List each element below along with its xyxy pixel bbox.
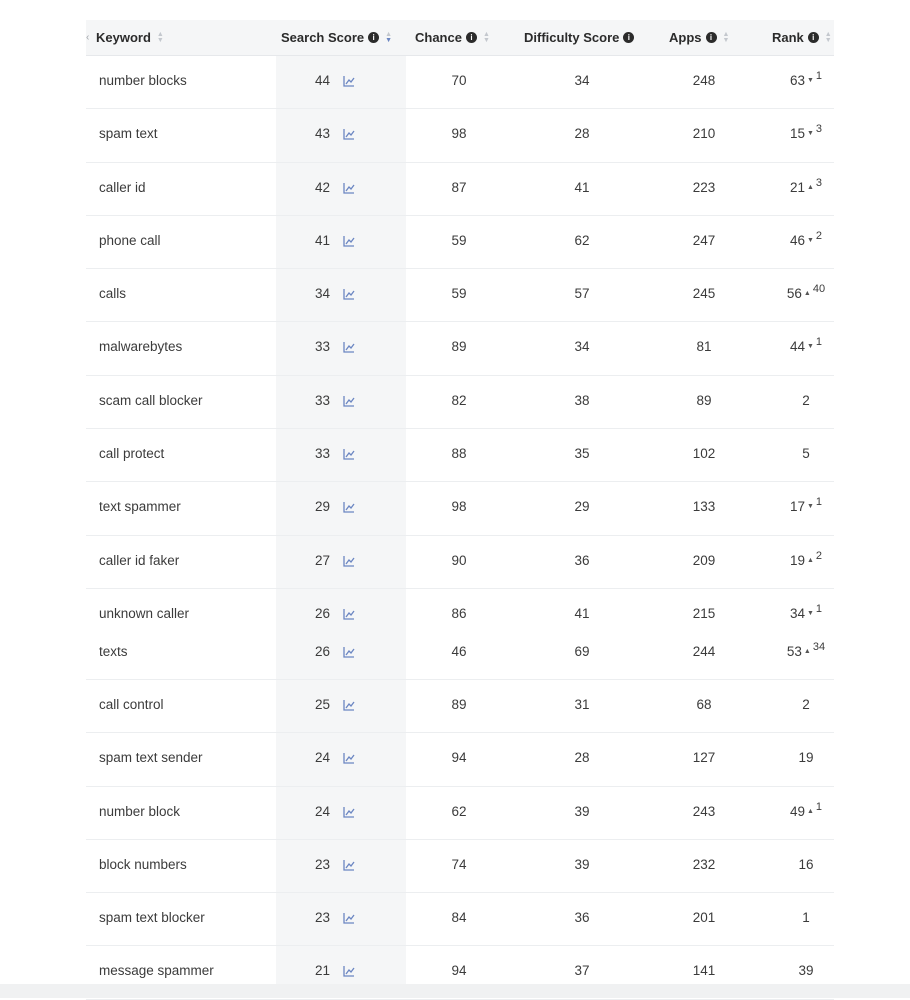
search-score-cell: 24: [314, 750, 330, 766]
line-chart-icon[interactable]: [343, 74, 355, 86]
apps-cell: 209: [692, 552, 716, 568]
keyword-cell[interactable]: texts: [99, 643, 128, 659]
apps-cell: 244: [692, 643, 716, 659]
line-chart-icon[interactable]: [343, 751, 355, 763]
difficulty-cell: 36: [574, 552, 590, 568]
apps-cell: 89: [696, 392, 712, 408]
keyword-cell[interactable]: number blocks: [99, 73, 187, 88]
rank-change: 34: [812, 640, 826, 653]
apps-cell: 247: [692, 232, 716, 248]
rank-change: 3: [815, 176, 823, 189]
rank-change: 40: [812, 283, 826, 296]
apps-cell: 102: [692, 446, 716, 462]
caret-down-icon: ▼: [806, 236, 814, 244]
rank-value: 16: [798, 856, 814, 872]
rank-value: 39: [798, 963, 814, 979]
difficulty-cell: 31: [574, 696, 590, 712]
line-chart-icon[interactable]: [343, 234, 355, 246]
search-score-cell: 33: [314, 339, 330, 355]
rank-value: 46: [789, 232, 805, 248]
rank-cell: [776, 963, 836, 978]
search-score-cell: 25: [314, 696, 330, 712]
difficulty-cell: 38: [574, 392, 590, 408]
keyword-cell[interactable]: block numbers: [99, 856, 187, 872]
line-chart-icon[interactable]: [343, 698, 355, 710]
apps-cell: 68: [696, 696, 712, 712]
column-header-apps[interactable]: [669, 20, 729, 55]
chance-cell: 98: [451, 126, 467, 142]
difficulty-cell: 37: [574, 963, 590, 979]
chance-cell: 70: [451, 73, 467, 88]
chance-cell: 98: [451, 499, 467, 515]
search-score-cell: 27: [314, 552, 330, 568]
apps-cell: 201: [692, 910, 716, 926]
table-row[interactable]: [86, 163, 834, 216]
table-row[interactable]: [86, 269, 834, 322]
table-row[interactable]: [86, 787, 834, 840]
table-header: [86, 20, 834, 56]
rank-value: 5: [802, 446, 810, 462]
search-score-cell: 26: [314, 605, 330, 621]
table-row[interactable]: [86, 536, 834, 589]
search-score-cell: 24: [314, 803, 330, 819]
rank-value: 19: [789, 552, 805, 568]
rank-cell: [776, 123, 836, 142]
line-chart-icon[interactable]: [343, 181, 355, 193]
sort-arrows-icon[interactable]: ▲ ▼: [824, 30, 832, 44]
apps-cell: 127: [692, 750, 716, 766]
difficulty-cell: 62: [574, 232, 590, 248]
caret-up-icon: ▲: [803, 290, 811, 298]
column-header-label: Apps: [669, 30, 702, 45]
rank-cell: [776, 176, 836, 195]
keyword-cell[interactable]: message spammer: [99, 963, 214, 979]
caret-down-icon: ▼: [806, 609, 814, 617]
line-chart-icon[interactable]: [343, 447, 355, 459]
rank-cell: [776, 70, 836, 88]
apps-cell: 81: [696, 339, 712, 355]
line-chart-icon[interactable]: [343, 645, 355, 657]
scroll-left-icon[interactable]: ‹: [86, 32, 90, 43]
rank-value: 56: [786, 286, 802, 302]
keyword-cell[interactable]: caller id faker: [99, 552, 180, 568]
search-score-cell: 29: [314, 499, 330, 515]
keyword-cell[interactable]: text spammer: [99, 499, 181, 515]
difficulty-cell: 41: [574, 179, 590, 195]
rank-cell: [776, 336, 836, 355]
rank-value: 44: [789, 339, 805, 355]
keyword-cell[interactable]: spam text blocker: [99, 910, 205, 926]
table-row[interactable]: [86, 322, 834, 375]
caret-up-icon: ▲: [806, 807, 814, 815]
rank-value: 2: [802, 392, 810, 408]
keyword-cell[interactable]: phone call: [99, 232, 161, 248]
rank-value: 49: [789, 803, 805, 819]
apps-cell: 245: [692, 286, 716, 302]
column-header-chance[interactable]: [415, 20, 490, 55]
column-header-label: Keyword: [96, 30, 151, 45]
column-header-label: Search Score: [281, 30, 365, 45]
info-icon[interactable]: i: [706, 32, 717, 43]
rank-value: 21: [789, 179, 805, 195]
table-row[interactable]: [86, 429, 834, 482]
rank-cell: [776, 496, 836, 515]
footer-bar: [0, 984, 910, 998]
info-icon[interactable]: i: [466, 32, 477, 43]
rank-change: 3: [815, 123, 823, 136]
keyword-cell[interactable]: unknown caller: [99, 605, 190, 621]
rank-cell: [776, 393, 836, 408]
rank-value: 17: [789, 499, 805, 515]
keyword-cell[interactable]: scam call blocker: [99, 392, 203, 408]
chance-cell: 46: [451, 643, 467, 659]
info-icon[interactable]: i: [808, 32, 819, 43]
table-row[interactable]: [86, 109, 834, 162]
line-chart-icon[interactable]: [343, 394, 355, 406]
keyword-cell[interactable]: call protect: [99, 446, 165, 462]
rank-change: 1: [815, 496, 823, 509]
apps-cell: 210: [692, 126, 716, 142]
table-row[interactable]: [86, 376, 834, 429]
info-icon[interactable]: i: [623, 32, 634, 43]
caret-up-icon: ▲: [806, 556, 814, 564]
column-header-search-score[interactable]: [281, 20, 392, 55]
chance-cell: 74: [451, 856, 467, 872]
table-row[interactable]: [86, 589, 834, 680]
rank-cell: [776, 750, 836, 765]
search-score-cell: 43: [314, 126, 330, 142]
rank-cell: [776, 910, 836, 925]
sort-arrows-icon[interactable]: ▲ ▼: [482, 30, 490, 44]
line-chart-icon[interactable]: [343, 964, 355, 976]
caret-down-icon: ▼: [806, 130, 814, 138]
rank-change: 1: [815, 800, 823, 813]
sort-arrows-icon[interactable]: ▲ ▼: [722, 30, 730, 44]
difficulty-cell: 36: [574, 910, 590, 926]
table-row[interactable]: [86, 482, 834, 535]
chance-cell: 62: [451, 803, 467, 819]
rank-change: 2: [815, 549, 823, 562]
chance-cell: 94: [451, 750, 467, 766]
sort-arrows-icon[interactable]: ▲ ▼: [385, 30, 393, 44]
search-score-cell: 26: [314, 643, 330, 659]
table-row[interactable]: [86, 733, 834, 786]
search-score-cell: 44: [314, 73, 330, 88]
difficulty-cell: 57: [574, 286, 590, 302]
difficulty-cell: 28: [574, 750, 590, 766]
chance-cell: 82: [451, 392, 467, 408]
search-score-cell: 42: [314, 179, 330, 195]
search-score-cell: 33: [314, 392, 330, 408]
rank-cell: [776, 800, 836, 819]
chance-cell: 59: [451, 286, 467, 302]
apps-cell: 133: [692, 499, 716, 515]
column-header-label: Rank: [772, 30, 804, 45]
rank-change: 1: [815, 70, 823, 82]
difficulty-cell: 34: [574, 73, 590, 88]
rank-cell: [776, 229, 836, 248]
difficulty-cell: 69: [574, 643, 590, 659]
apps-cell: 141: [692, 963, 716, 979]
caret-down-icon: ▼: [806, 343, 814, 351]
difficulty-cell: 28: [574, 126, 590, 142]
table-body: [86, 56, 834, 1000]
difficulty-cell: 39: [574, 856, 590, 872]
caret-down-icon: ▼: [806, 503, 814, 511]
line-chart-icon[interactable]: [343, 127, 355, 139]
rank-change: 1: [815, 602, 823, 615]
column-header-label: Difficulty Score: [524, 30, 620, 45]
rank-cell: [776, 697, 836, 712]
line-chart-icon[interactable]: [343, 554, 355, 566]
difficulty-cell: 34: [574, 339, 590, 355]
caret-up-icon: ▲: [803, 647, 811, 655]
keyword-cell[interactable]: call control: [99, 696, 164, 712]
column-header-keyword[interactable]: [96, 20, 164, 55]
line-chart-icon[interactable]: [343, 287, 355, 299]
apps-cell: 243: [692, 803, 716, 819]
keyword-cell[interactable]: spam text sender: [99, 750, 203, 766]
column-header-label: Chance: [415, 30, 462, 45]
keyword-cell[interactable]: spam text: [99, 126, 158, 142]
rank-change: 1: [815, 336, 823, 349]
chance-cell: 87: [451, 179, 467, 195]
keyword-cell[interactable]: calls: [99, 286, 127, 302]
apps-cell: 223: [692, 179, 716, 195]
chance-cell: 94: [451, 963, 467, 979]
difficulty-cell: 41: [574, 605, 590, 621]
line-chart-icon[interactable]: [343, 607, 355, 619]
table-row[interactable]: [86, 216, 834, 269]
table-row[interactable]: [86, 680, 834, 733]
rank-cell: [776, 446, 836, 461]
difficulty-cell: 29: [574, 499, 590, 515]
search-score-cell: 34: [314, 286, 330, 302]
table-row[interactable]: [86, 893, 834, 946]
chance-cell: 59: [451, 232, 467, 248]
chance-cell: 88: [451, 446, 467, 462]
difficulty-cell: 35: [574, 446, 590, 462]
search-score-cell: 33: [314, 446, 330, 462]
rank-value: 1: [802, 910, 810, 926]
column-header-difficulty-score[interactable]: [524, 20, 634, 55]
chance-cell: 90: [451, 552, 467, 568]
difficulty-cell: 39: [574, 803, 590, 819]
search-score-cell: 41: [314, 232, 330, 248]
keyword-cell[interactable]: caller id: [99, 179, 146, 195]
chance-cell: 84: [451, 910, 467, 926]
info-icon[interactable]: i: [368, 32, 379, 43]
chance-cell: 86: [451, 605, 467, 621]
line-chart-icon[interactable]: [343, 340, 355, 352]
chance-cell: 89: [451, 696, 467, 712]
line-chart-icon[interactable]: [343, 500, 355, 512]
rank-value: 53: [786, 643, 802, 659]
line-chart-icon[interactable]: [343, 911, 355, 923]
keyword-cell[interactable]: number block: [99, 803, 181, 819]
rank-cell: [776, 857, 836, 872]
apps-cell: 215: [692, 605, 716, 621]
rank-cell: [776, 602, 836, 621]
rank-value: 2: [802, 696, 810, 712]
caret-up-icon: ▲: [806, 183, 814, 191]
rank-value: 19: [798, 750, 814, 766]
search-score-cell: 23: [314, 856, 330, 872]
sort-arrows-icon[interactable]: ▲ ▼: [156, 30, 164, 44]
rank-cell: [776, 549, 836, 568]
rank-cell: [776, 640, 836, 659]
keywords-table: [86, 20, 834, 1000]
rank-cell: [776, 283, 836, 302]
search-score-cell: 23: [314, 910, 330, 926]
rank-value: 34: [789, 605, 805, 621]
table-row[interactable]: [86, 56, 834, 109]
search-score-cell: 21: [314, 963, 330, 979]
apps-cell: 232: [692, 856, 716, 872]
rank-value: 15: [789, 126, 805, 142]
caret-down-icon: ▼: [806, 77, 814, 84]
chance-cell: 89: [451, 339, 467, 355]
keyword-cell[interactable]: malwarebytes: [99, 339, 183, 355]
table-row[interactable]: [86, 840, 834, 893]
line-chart-icon[interactable]: [343, 858, 355, 870]
apps-cell: 248: [692, 73, 716, 88]
rank-change: 2: [815, 229, 823, 242]
line-chart-icon[interactable]: [343, 805, 355, 817]
rank-value: 63: [789, 73, 805, 88]
column-header-rank[interactable]: [772, 20, 832, 55]
